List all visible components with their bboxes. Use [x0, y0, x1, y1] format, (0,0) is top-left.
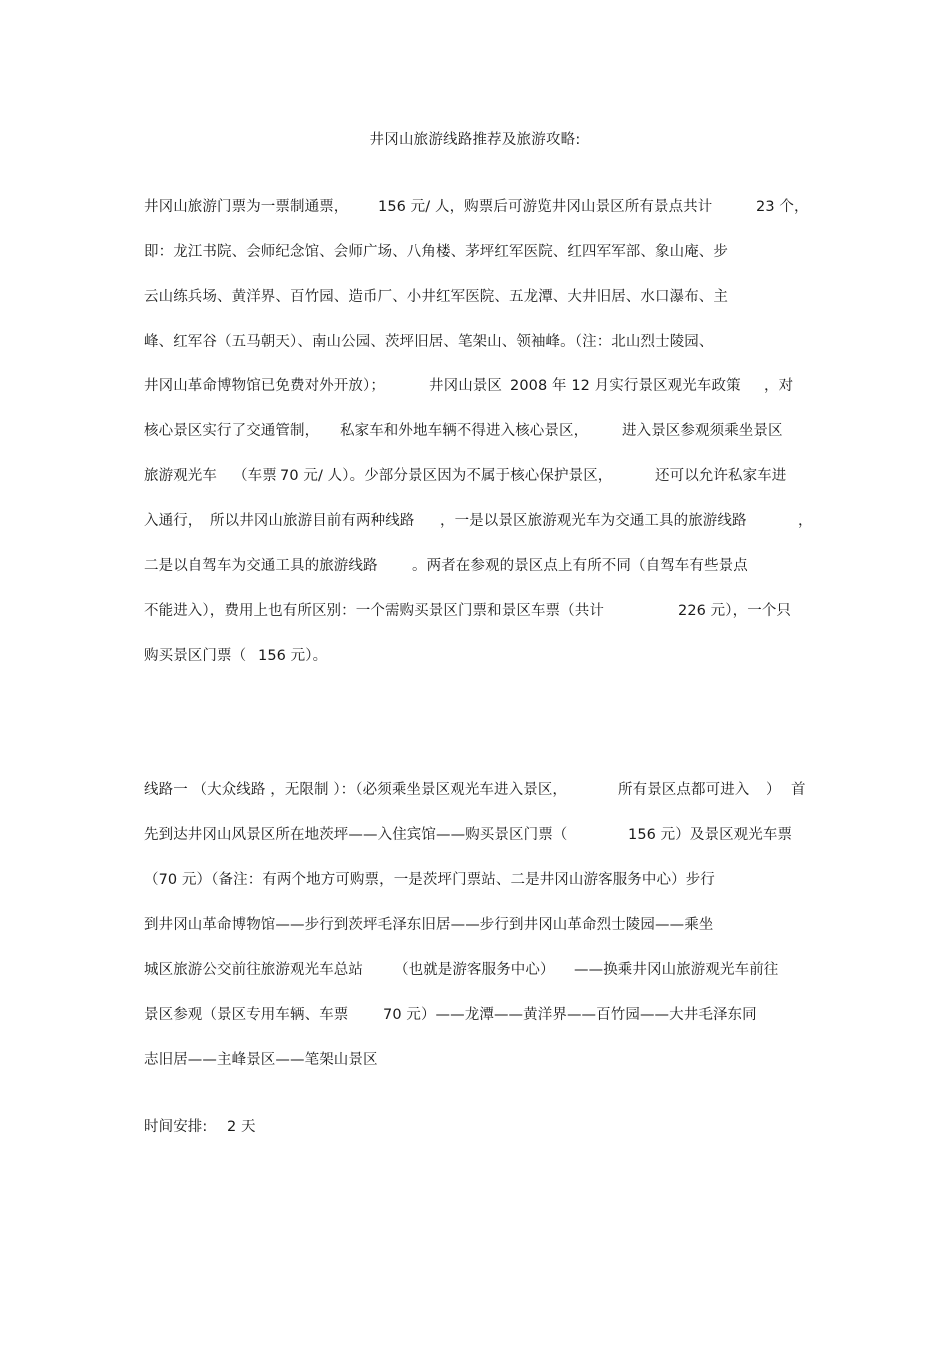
- text-segment: ——换乘井冈山旅游观光车前往: [574, 962, 779, 978]
- text-segment: 156 元）及景区观光车票: [628, 827, 793, 843]
- text-segment: ）: [766, 782, 781, 798]
- text-segment: 所有景区点都可进入: [618, 782, 750, 798]
- text-segment: 井冈山景区: [429, 378, 502, 394]
- text-segment: 购买景区门票（: [144, 648, 247, 664]
- text-segment: 先到达井冈山风景区所在地茨坪——入住宾馆——购买景区门票（: [144, 827, 568, 843]
- text-segment: 城区旅游公交前往旅游观光车总站: [144, 962, 363, 978]
- text-segment: 核心景区实行了交通管制，: [144, 423, 320, 439]
- text-segment: 首: [791, 782, 806, 798]
- text-segment: 2008 年 12 月实行景区观光车政策: [510, 378, 741, 394]
- text-segment: 峰、红军谷（五马朝天）、南山公园、茨坪旧居、笔架山、领袖峰。（注：北山烈士陵园、: [144, 334, 714, 350]
- text-segment: 二是以自驾车为交通工具的旅游线路: [144, 558, 378, 574]
- text-segment: 156 元）。: [258, 648, 328, 664]
- text-segment: （也就是游客服务中心）: [394, 962, 555, 978]
- schedule-value: 2 天: [227, 1119, 256, 1135]
- text-segment: 线路一 （大众线路 ，无限制 ）：（必须乘坐景区观光车进入景区，: [144, 782, 568, 798]
- text-segment: （70 元）（备注：有两个地方可购票，一是茨坪门票站、二是井冈山游客服务中心）步行: [144, 872, 715, 888]
- text-segment: 云山练兵场、黄洋界、百竹园、造币厂、小井红军医院、五龙潭、大井旧居、水口瀑布、主: [144, 289, 728, 305]
- text-segment: 景区参观（景区专用车辆、车票: [144, 1007, 349, 1023]
- text-segment: 还可以允许私家车进: [655, 468, 787, 484]
- text-segment: 不能进入），费用上也有所区别：一个需购买景区门票和景区车票（共计: [144, 603, 604, 619]
- text-segment: 井冈山革命博物馆已免费对外开放）；: [144, 378, 385, 394]
- text-segment: 70 元/ 人）。少部分景区因为不属于核心保护景区，: [280, 468, 613, 484]
- text-segment: 井冈山旅游门票为一票制通票，: [144, 199, 349, 215]
- text-segment: （车票: [233, 468, 277, 484]
- text-segment: 旅游观光车: [144, 468, 217, 484]
- text-segment: 到井冈山革命博物馆——步行到茨坪毛泽东旧居——步行到井冈山革命烈士陵园——乘坐: [144, 917, 714, 933]
- text-segment: ，: [798, 513, 813, 529]
- text-segment: 所以井冈山旅游目前有两种线路: [210, 513, 415, 529]
- text-segment: 156 元/ 人，购票后可游览井冈山景区所有景点共计: [378, 199, 713, 215]
- text-segment: 私家车和外地车辆不得进入核心景区，: [340, 423, 589, 439]
- text-segment: ，对: [764, 378, 794, 394]
- schedule-label: 时间安排:: [144, 1119, 208, 1135]
- text-segment: 进入景区参观须乘坐景区: [622, 423, 783, 439]
- text-segment: 志旧居——主峰景区——笔架山景区: [144, 1052, 378, 1068]
- text-segment: 入通行，: [144, 513, 203, 529]
- text-segment: 70 元）——龙潭——黄洋界——百竹园——大井毛泽东同: [383, 1007, 757, 1023]
- text-segment: ，一是以景区旅游观光车为交通工具的旅游线路: [440, 513, 747, 529]
- text-segment: 。两者在参观的景区点上有所不同（自驾车有些景点: [412, 558, 748, 574]
- document-title: 井冈山旅游线路推荐及旅游攻略:: [369, 132, 581, 148]
- text-segment: 226 元），一个只: [678, 603, 792, 619]
- text-segment: 23 个，: [756, 199, 809, 215]
- text-segment: 即：龙江书院、会师纪念馆、会师广场、八角楼、茅坪红军医院、红四军军部、象山庵、步: [144, 244, 728, 260]
